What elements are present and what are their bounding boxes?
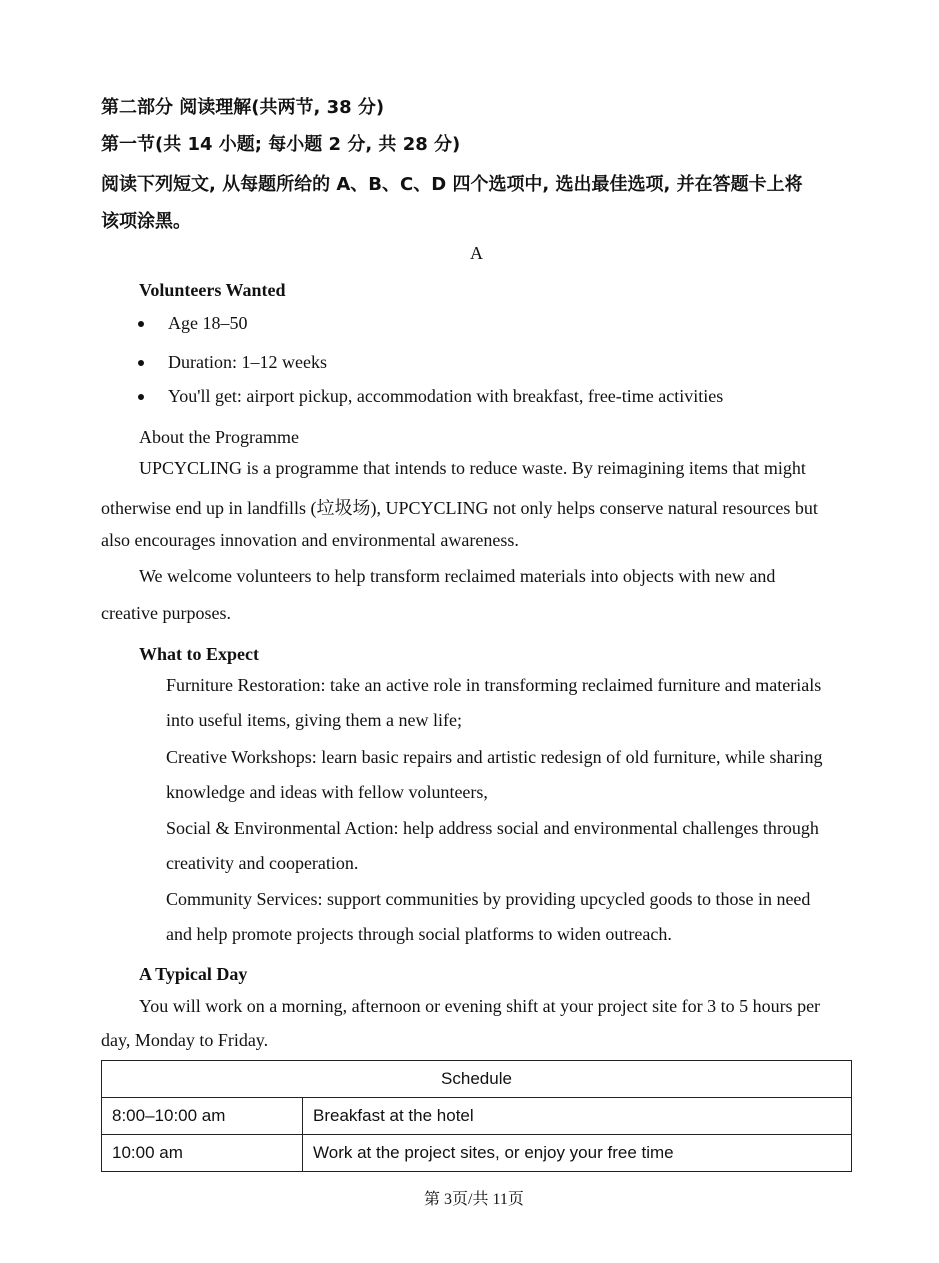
bullet-dot [138,321,144,327]
about-p2-line2: creative purposes. [101,603,231,623]
table-row [102,1135,852,1172]
schedule-activity-cell: Breakfast at the hotel [303,1098,852,1135]
expect-community-line1: Community Services: support communities by providing upcycled goods to those in need [166,889,811,909]
part-title: 第二部分 阅读理解(共两节, 38 分) [101,97,385,118]
about-p1-line2: otherwise end up in landfills (垃圾场), UPCYCLING not only helps conserve natural resources but [101,498,818,518]
expect-social-line2: creativity and cooperation. [166,853,359,873]
expect-furniture-line2: into useful items, giving them a new life; [166,710,462,730]
about-p2-line1: We welcome volunteers to help transform reclaimed materials into objects with new and [139,566,776,586]
page-number: 第 3页/共 11页 [424,1191,524,1208]
about-heading: About the Programme [139,427,299,447]
schedule-time-cell: 10:00 am [102,1135,303,1172]
schedule-activity-cell: Work at the project sites, or enjoy your free time [303,1135,852,1172]
bullet-benefits: You'll get: airport pickup, accommodation with breakfast, free-time activities [168,386,724,406]
ad-heading: Volunteers Wanted [139,280,286,300]
table-row [102,1098,852,1135]
passage-letter: A [470,243,483,263]
day-line2: day, Monday to Friday. [101,1030,269,1050]
instruction-line-2: 该项涂黑。 [101,211,191,232]
about-p1-line3: also encourages innovation and environmental awareness. [101,530,519,550]
bullet-duration: Duration: 1–12 weeks [168,352,327,372]
schedule-table [101,1060,852,1172]
expect-furniture-line1: Furniture Restoration: take an active role in transforming reclaimed furniture and materials [166,675,822,695]
expect-heading: What to Expect [139,644,259,664]
expect-social-line1: Social & Environmental Action: help address social and environmental challenges through [166,818,819,838]
expect-community-line2: and help promote projects through social platforms to widen outreach. [166,924,672,944]
schedule-header-row [102,1061,852,1098]
expect-workshops-line2: knowledge and ideas with fellow volunteers, [166,782,488,802]
about-p1-line1: UPCYCLING is a programme that intends to reduce waste. By reimagining items that might [139,458,806,478]
day-heading: A Typical Day [139,964,248,984]
bullet-dot [138,360,144,366]
bullet-dot [138,394,144,400]
schedule-time-cell: 8:00–10:00 am [102,1098,303,1135]
schedule-title: Schedule [102,1061,852,1098]
section-title: 第一节(共 14 小题; 每小题 2 分, 共 28 分) [101,134,461,155]
day-line1: You will work on a morning, afternoon or evening shift at your project site for 3 to 5 hours per [139,996,821,1016]
bullet-age: Age 18–50 [168,313,248,333]
expect-workshops-line1: Creative Workshops: learn basic repairs and artistic redesign of old furniture, while sharing [166,747,823,767]
instruction-line-1: 阅读下列短文, 从每题所给的 A、B、C、D 四个选项中, 选出最佳选项, 并在答题卡上将 [101,174,803,195]
